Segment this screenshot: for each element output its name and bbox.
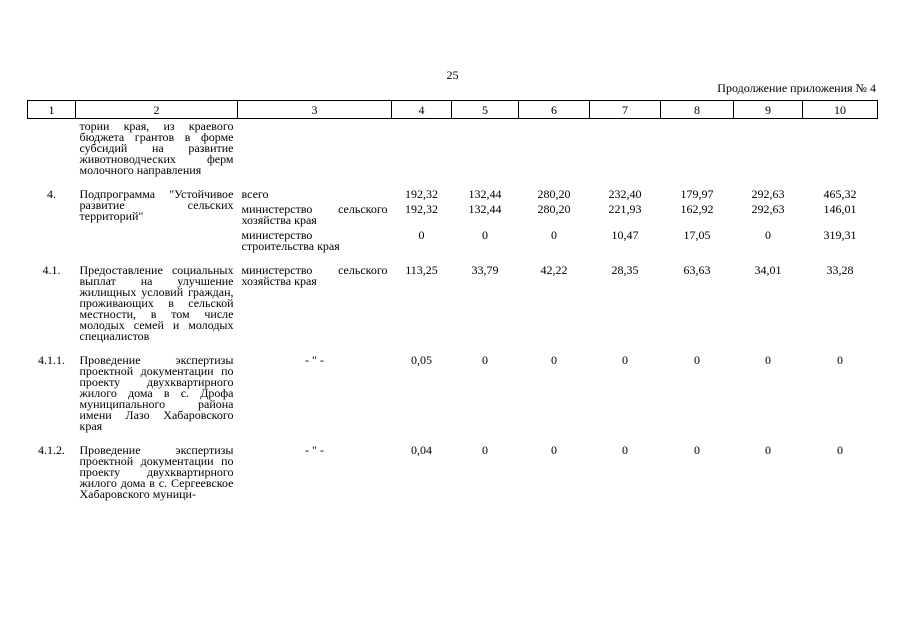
value-cell: 0 <box>482 353 488 367</box>
value-cell <box>661 119 734 186</box>
row-number: 4.1.1. <box>38 353 65 367</box>
value-cell: 0 <box>551 353 557 367</box>
table-row <box>28 261 878 351</box>
value-cell: 132,44 <box>468 187 502 201</box>
table-row <box>28 441 878 500</box>
value-cell: 34,01 <box>754 263 782 277</box>
row-name: Проведение экспертизы проектной документации по проекту двухквартирного жилого дома в с. Сергеевское Хабаровского муници- <box>79 443 234 501</box>
value-cell: 179,97 <box>680 187 714 201</box>
column-header: 10 <box>803 101 878 119</box>
value-cell: 162,92 <box>680 202 714 216</box>
page-number: 25 <box>446 68 459 82</box>
row-name: Проведение экспертизы проектной документации по проекту двухквартирного жилого дома в с. Дрофа муниципального района имени Лазо Хабаровского края <box>79 353 234 433</box>
value-cell: 0 <box>482 228 488 242</box>
value-cell: 0 <box>694 443 700 457</box>
value-cell: 132,44 <box>468 202 502 216</box>
value-cell: 221,93 <box>608 202 642 216</box>
value-cell: 0 <box>765 228 771 242</box>
value-cell: 0 <box>837 443 843 457</box>
value-cell <box>392 119 452 186</box>
row-name: Предоставление социальных выплат на улучшение жилищных условий граждан, проживающих в сельской местности, в том числе молодых семей и молодых специалистов <box>79 263 234 343</box>
table-header-row <box>28 101 878 119</box>
row-name: тории края, из краевого бюджета грантов в форме субсидий на развитие животноводческих ферм молочного направления <box>79 119 234 177</box>
value-cell: 192,32 <box>405 187 438 201</box>
row-number: 4. <box>47 187 56 201</box>
row-number: 4.1.2. <box>38 443 65 457</box>
value-cell: 465,32 <box>823 187 857 201</box>
value-cell: 113,25 <box>405 263 438 277</box>
value-cell: 33,28 <box>826 263 854 277</box>
value-cell: 146,01 <box>823 202 857 216</box>
appendix-continuation-label: Продолжение приложения № 4 <box>717 81 876 95</box>
value-cell: 319,31 <box>823 228 857 242</box>
value-cell: 0 <box>622 353 628 367</box>
row-executor: всего <box>241 187 269 201</box>
value-cell: 280,20 <box>537 187 571 201</box>
column-header: 7 <box>590 101 661 119</box>
value-cell: 0 <box>765 353 771 367</box>
value-cell: 292,63 <box>751 202 785 216</box>
column-header: 8 <box>661 101 734 119</box>
table-row <box>28 185 878 200</box>
row-executor: - " - <box>305 353 324 367</box>
value-cell: 280,20 <box>537 202 571 216</box>
value-cell <box>803 119 878 186</box>
value-cell: 232,40 <box>608 187 642 201</box>
value-cell: 0,05 <box>411 353 432 367</box>
row-executor: министерство строительства края <box>241 228 340 253</box>
column-header: 2 <box>76 101 238 119</box>
table-row <box>28 119 878 186</box>
value-cell: 10,47 <box>611 228 639 242</box>
value-cell <box>519 119 590 186</box>
value-cell: 0 <box>837 353 843 367</box>
value-cell: 0 <box>551 443 557 457</box>
value-cell: 17,05 <box>683 228 711 242</box>
value-cell: 192,32 <box>405 202 438 216</box>
row-number <box>28 200 76 226</box>
value-cell: 0 <box>418 228 425 242</box>
value-cell: 0 <box>482 443 488 457</box>
column-header: 5 <box>452 101 519 119</box>
column-header: 9 <box>734 101 803 119</box>
value-cell <box>452 119 519 186</box>
value-cell <box>734 119 803 186</box>
table-row <box>28 351 878 441</box>
value-cell: 42,22 <box>540 263 568 277</box>
budget-table <box>27 100 878 500</box>
value-cell: 292,63 <box>751 187 785 201</box>
value-cell: 0 <box>551 228 557 242</box>
row-name: Подпрограмма "Устойчивое развитие сельских территорий" <box>79 187 234 223</box>
row-executor: министерство сельского хозяйства края <box>241 263 388 288</box>
value-cell: 0 <box>694 353 700 367</box>
value-cell: 63,63 <box>683 263 711 277</box>
value-cell: 0,04 <box>411 443 432 457</box>
row-number: 4.1. <box>42 263 61 277</box>
row-executor: министерство сельского хозяйства края <box>241 202 388 227</box>
column-header: 4 <box>392 101 452 119</box>
value-cell: 0 <box>765 443 771 457</box>
column-header: 1 <box>28 101 76 119</box>
row-number <box>28 226 76 261</box>
row-number <box>28 119 76 186</box>
value-cell <box>590 119 661 186</box>
row-executor: - " - <box>305 443 324 457</box>
value-cell: 33,79 <box>471 263 499 277</box>
value-cell: 0 <box>622 443 628 457</box>
column-header: 3 <box>238 101 392 119</box>
value-cell: 28,35 <box>611 263 639 277</box>
row-executor <box>238 119 392 186</box>
column-header: 6 <box>519 101 590 119</box>
